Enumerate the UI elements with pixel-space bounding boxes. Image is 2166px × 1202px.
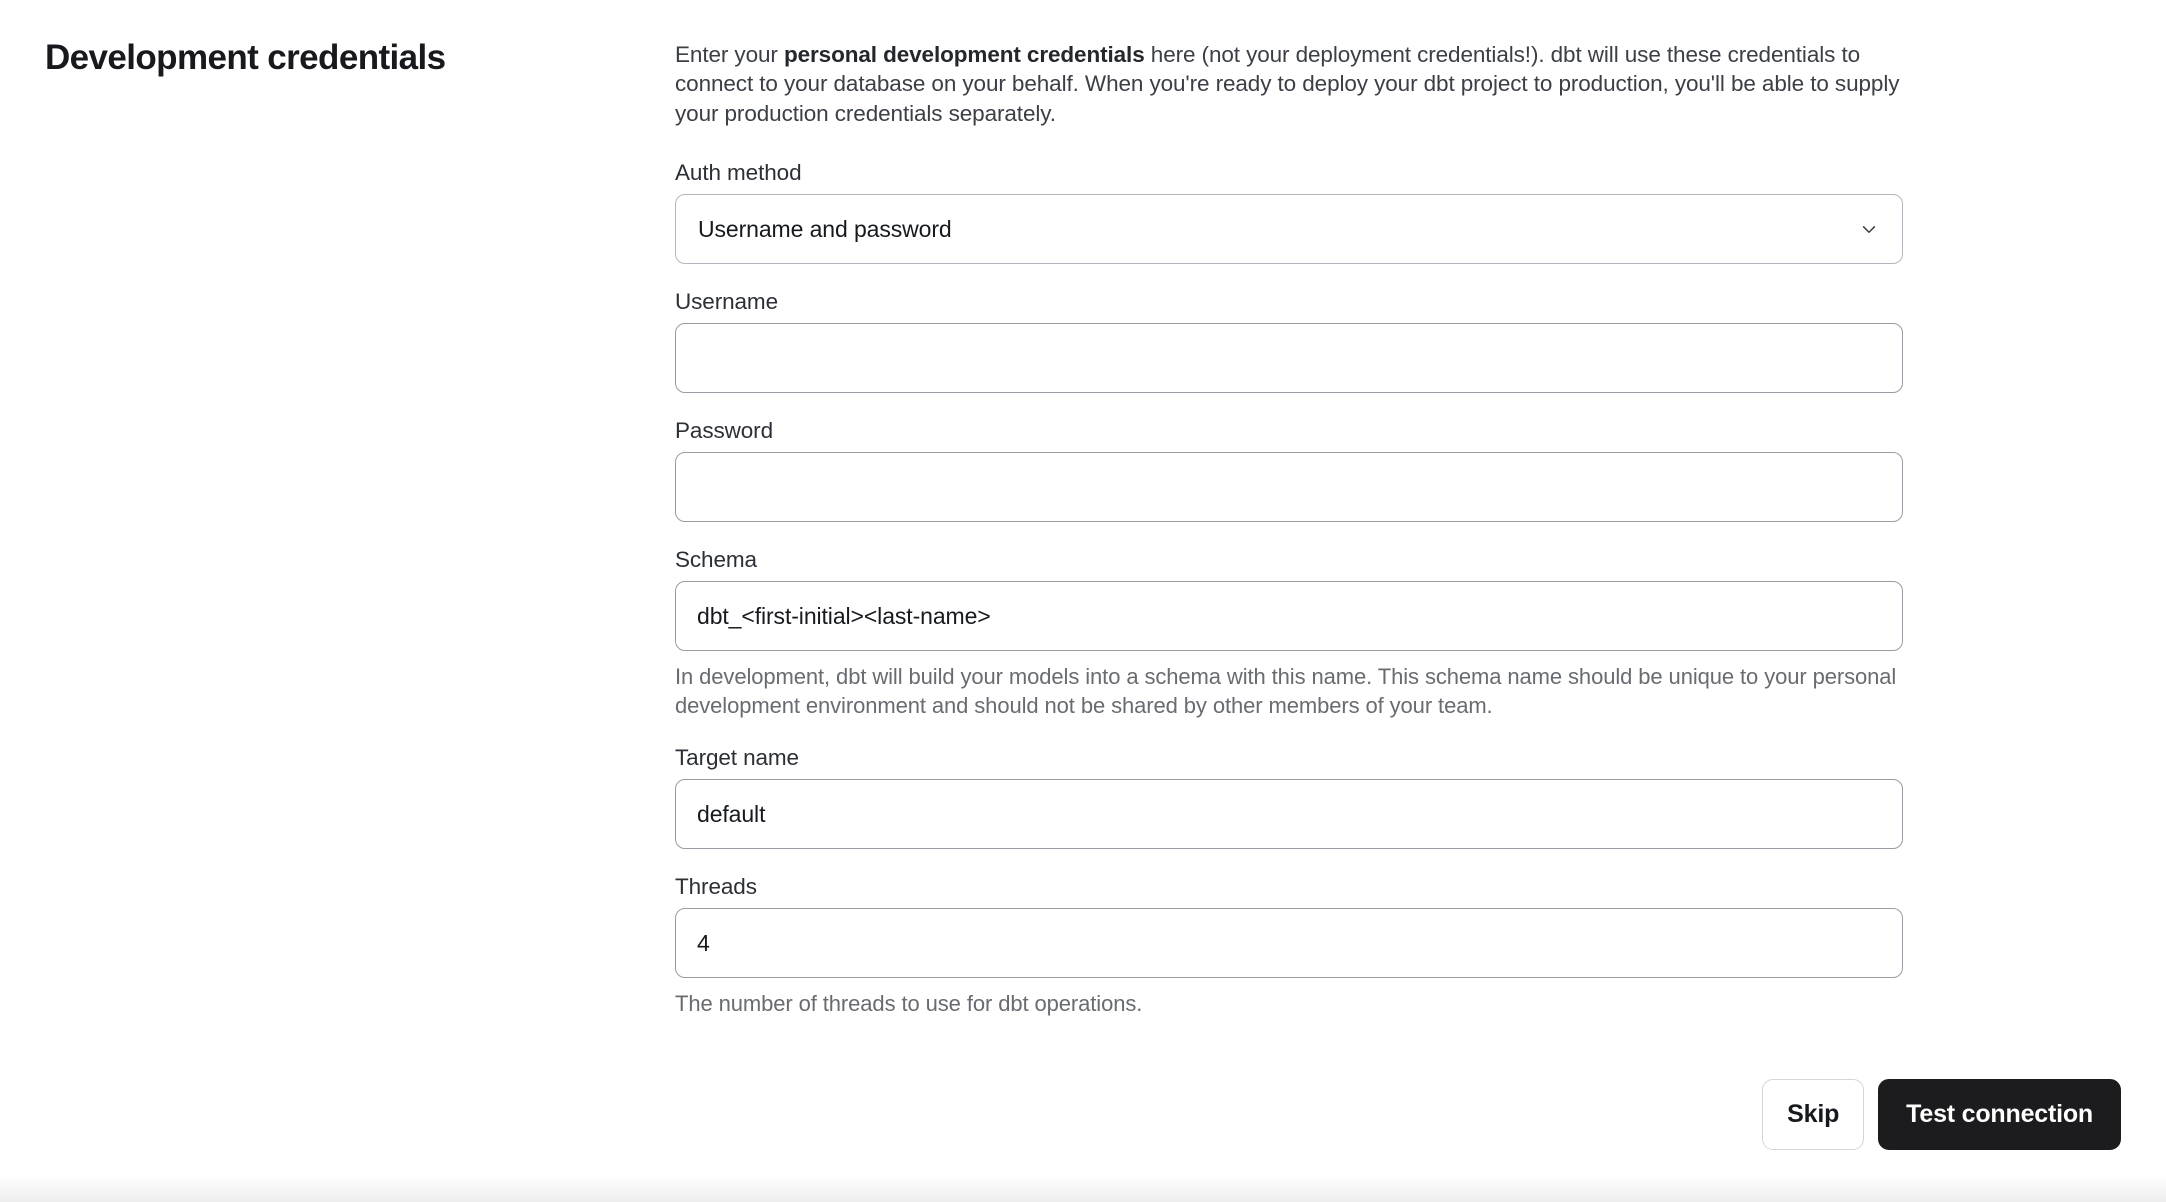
schema-group [675, 546, 1903, 720]
password-group [675, 417, 1903, 522]
password-input[interactable] [675, 452, 1903, 522]
auth-method-select[interactable] [675, 194, 1903, 264]
page-title: Development credentials [45, 38, 446, 77]
intro-prefix: Enter your [675, 42, 784, 67]
auth-method-group [675, 159, 1903, 264]
intro-bold: personal development credentials [783, 42, 1145, 67]
chevron-down-icon [1856, 216, 1882, 242]
intro-suffix: here (not your deployment credentials!). dbt will use these credentials to connect to your database on your behalf. When you're ready to deploy your dbt project to production, you'll be able to supply your production credentials separately. [675, 42, 1900, 126]
threads-input[interactable] [675, 908, 1903, 978]
form-actions [1762, 1079, 2121, 1150]
credentials-form [675, 40, 1903, 1018]
username-group [675, 288, 1903, 393]
page-bottom-fade [0, 1176, 2166, 1202]
intro-text [675, 40, 1903, 128]
username-input[interactable] [675, 323, 1903, 393]
schema-input[interactable] [675, 581, 1903, 651]
password-label: Password [675, 418, 773, 444]
threads-group [675, 873, 1903, 1018]
threads-help-text: The number of threads to use for dbt operations. [675, 991, 1143, 1017]
username-label: Username [675, 289, 778, 315]
target-name-input[interactable] [675, 779, 1903, 849]
target-name-group [675, 744, 1903, 849]
test-connection-button[interactable]: Test connection [1878, 1079, 2121, 1150]
auth-method-value: Username and password [698, 215, 952, 242]
threads-label: Threads [675, 874, 757, 900]
schema-help-text: In development, dbt will build your models into a schema with this name. This schema name should be unique to your personal development environment and should not be shared by other members of your team. [675, 664, 1897, 719]
target-name-label: Target name [675, 745, 799, 771]
skip-button[interactable]: Skip [1762, 1079, 1864, 1150]
auth-method-label: Auth method [675, 160, 802, 186]
schema-label: Schema [675, 547, 757, 573]
